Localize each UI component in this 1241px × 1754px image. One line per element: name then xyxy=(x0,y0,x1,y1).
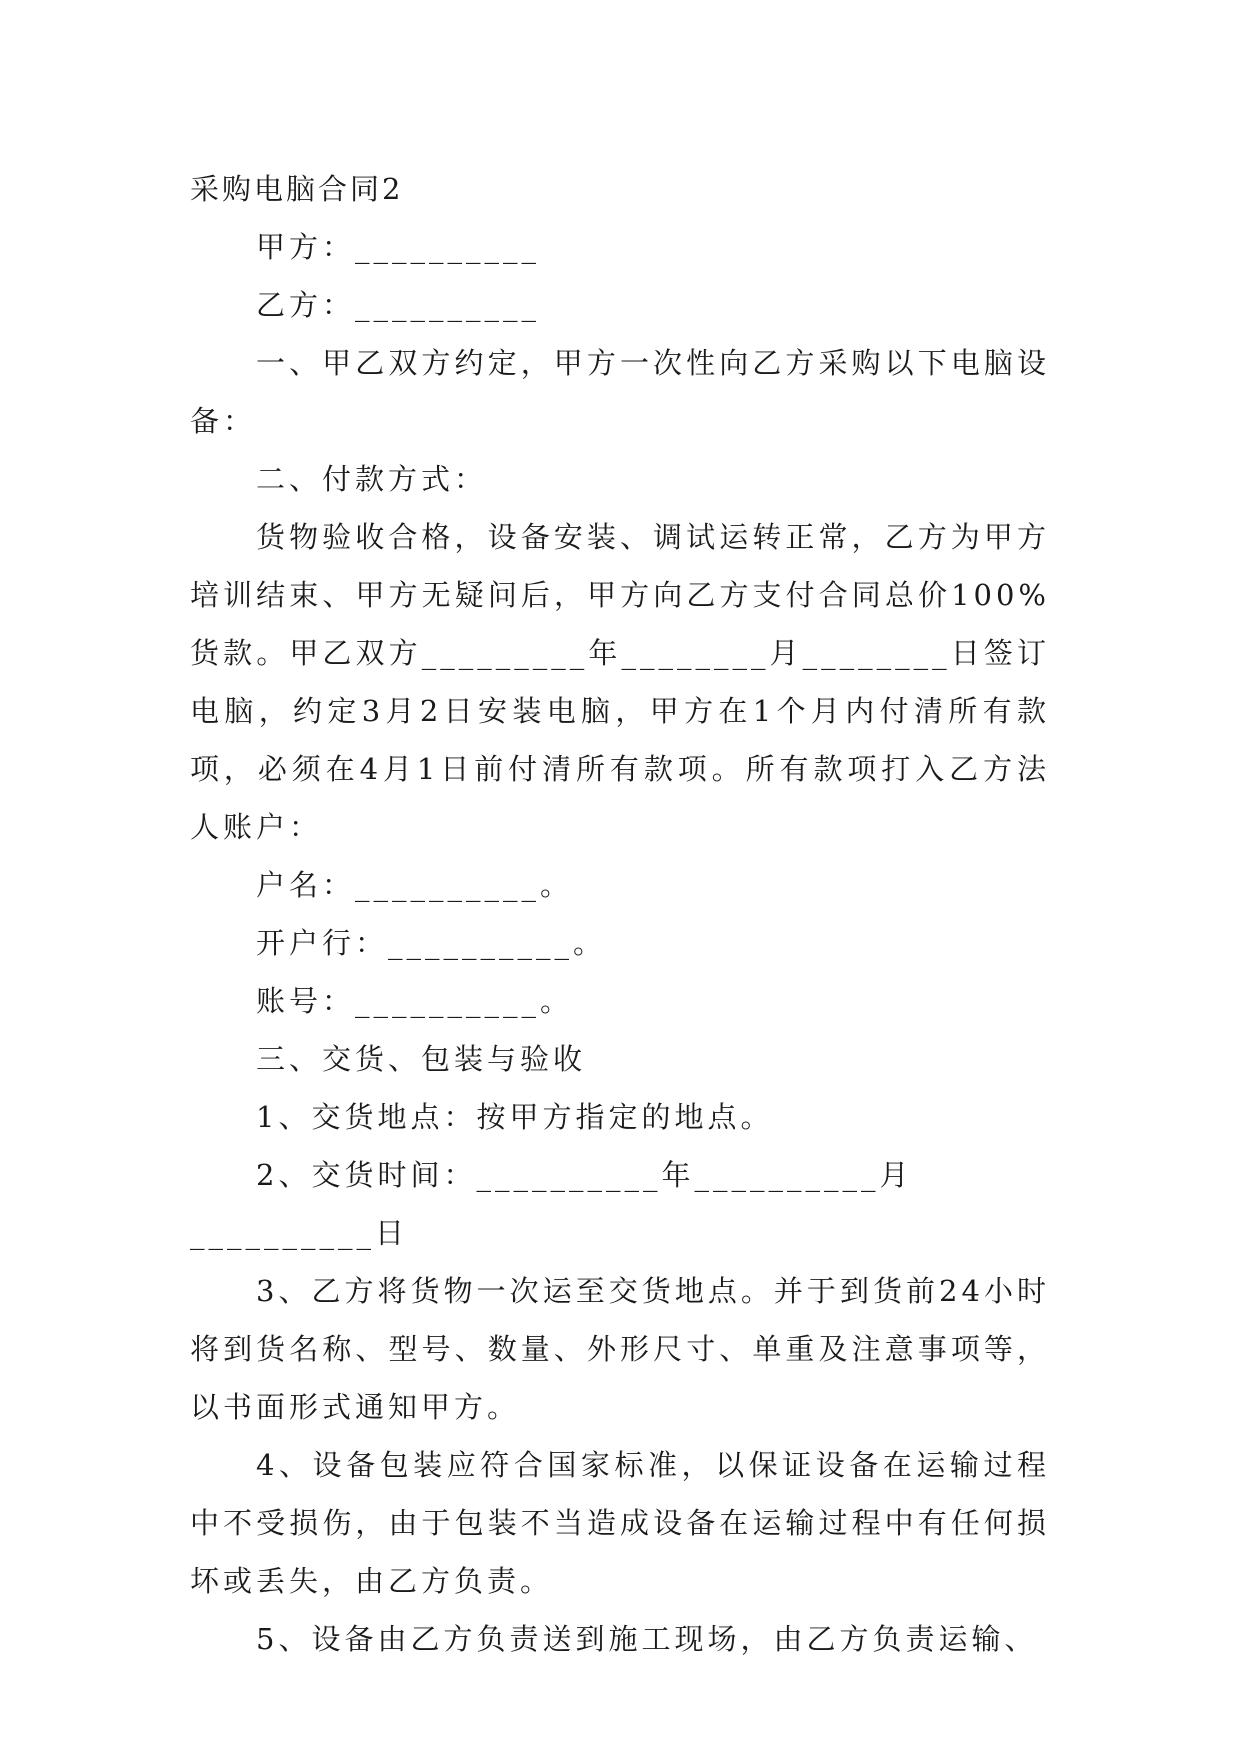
account-number-line: 账号：__________。 xyxy=(256,984,574,1018)
delivery-place-item: 1、交货地点：按甲方指定的地点。 xyxy=(256,1100,774,1134)
contract-body xyxy=(190,160,1050,1668)
bank-line: 开户行：__________。 xyxy=(256,926,607,960)
clause-2-heading: 二、付款方式： xyxy=(256,462,488,496)
party-a-line: 甲方：__________ xyxy=(256,230,541,264)
payment-paragraph: 货物验收合格，设备安装、调试运转正常，乙方为甲方培训结束、甲方无疑问后，甲方向乙方支付合同总价100%货款。甲乙双方_________年________月________日签订电脑，约定3月2日安装电脑，甲方在1个月内付清所有款项，必须在4月1日前付清所有款项。所有款项打入乙方法人账户： xyxy=(190,520,1050,844)
item-3-paragraph: 3、乙方将货物一次运至交货地点。并于到货前24小时将到货名称、型号、数量、外形尺寸、单重及注意事项等，以书面形式通知甲方。 xyxy=(190,1274,1050,1424)
clause-1: 一、甲乙双方约定，甲方一次性向乙方采购以下电脑设备： xyxy=(190,346,1050,438)
item-4-paragraph: 4、设备包装应符合国家标准，以保证设备在运输过程中不受损伤，由于包装不当造成设备在运输过程中有任何损坏或丢失，由乙方负责。 xyxy=(190,1448,1050,1598)
document-title: 采购电脑合同2 xyxy=(190,172,404,206)
party-b-line: 乙方：__________ xyxy=(256,288,541,322)
item-5-paragraph: 5、设备由乙方负责送到施工现场，由乙方负责运输、 xyxy=(256,1622,1038,1656)
delivery-time-item: 2、交货时间：__________年__________月__________日 xyxy=(190,1158,913,1250)
clause-3-heading: 三、交货、包装与验收 xyxy=(256,1042,587,1076)
account-name-line: 户名：__________。 xyxy=(256,868,574,902)
